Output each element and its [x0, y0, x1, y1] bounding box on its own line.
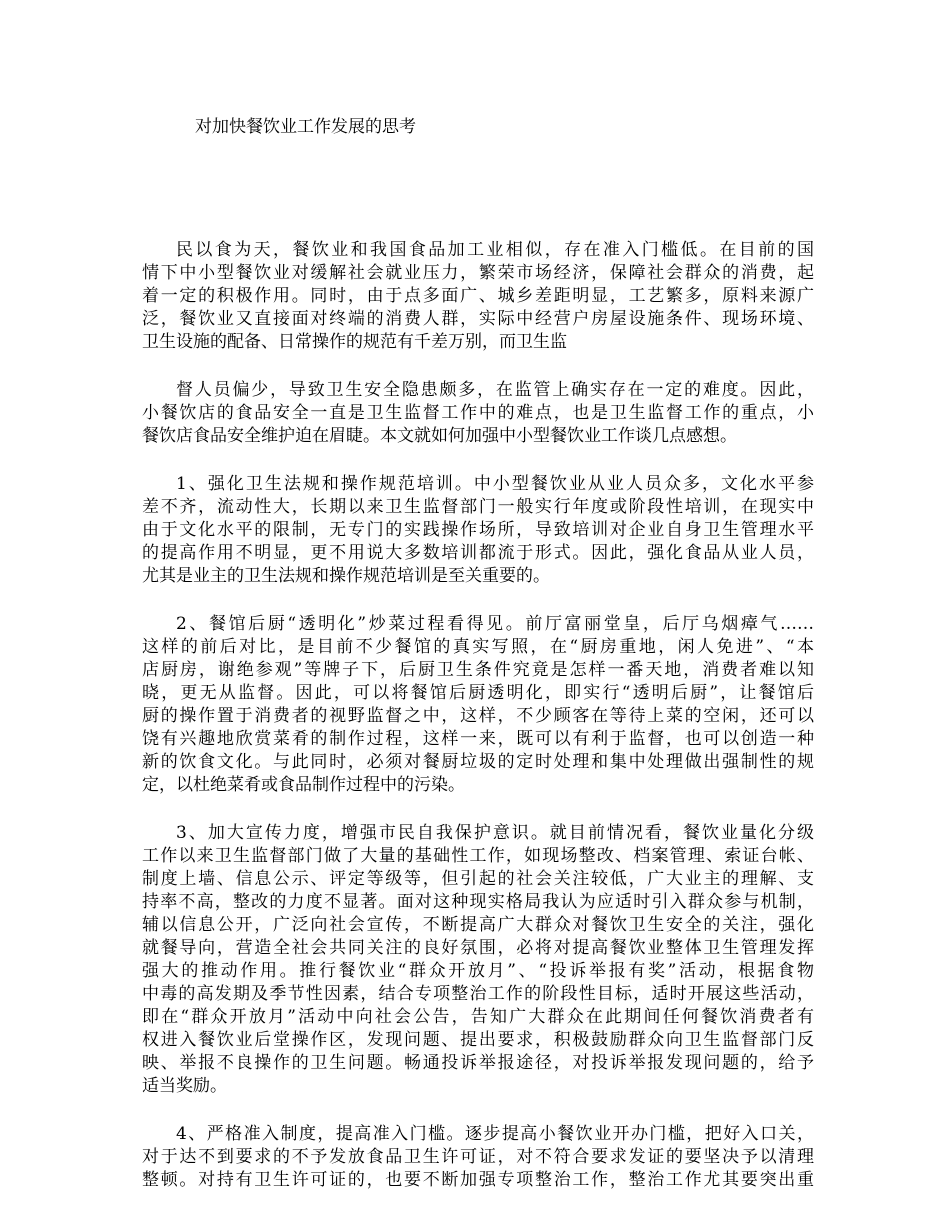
paragraph-line: 新的饮食文化。与此同时，必须对餐厨垃圾的定时处理和集中处理做出强制性的规 — [142, 752, 814, 772]
paragraph-line: 整顿。对持有卫生许可证的，也要不断加强专项整治工作，整治工作尤其要突出重 — [142, 1170, 814, 1190]
paragraph-line: 就餐导向，营造全社会共同关注的良好氛围，必将对提高餐饮业整体卫生管理发挥 — [142, 938, 814, 958]
paragraph — [142, 473, 814, 588]
paragraph-line: 督人员偏少，导致卫生安全隐患颇多，在监管上确实存在一定的难度。因此， — [176, 380, 814, 400]
paragraph-line: 持率不高，整改的力度不显著。面对这种现实格局我认为应适时引入群众参与机制， — [142, 892, 814, 912]
paragraph-line: 3、加大宣传力度，增强市民自我保护意识。就目前情况看，餐饮业量化分级 — [176, 823, 814, 843]
paragraph — [142, 613, 814, 797]
paragraph-line: 辅以信息公开，广泛向社会宣传，不断提高广大群众对餐饮卫生安全的关注，强化 — [142, 915, 814, 935]
paragraph-line: 卫生设施的配备、日常操作的规范有千差万别，而卫生监 — [142, 332, 567, 352]
document-title: 对加快餐饮业工作发展的思考 — [195, 117, 416, 137]
paragraph-line: 由于文化水平的限制，无专门的实践操作场所，导致培训对企业自身卫生管理水平 — [142, 520, 814, 540]
paragraph-line: 制度上墙、信息公示、评定等级等，但引起的社会关注较低，广大业主的理解、支 — [142, 869, 814, 889]
paragraph-line: 2、餐馆后厨“透明化”炒菜过程看得见。前厅富丽堂皇，后厅乌烟瘴气…… — [176, 614, 814, 634]
document-body — [142, 239, 814, 1217]
paragraph-line: 即在“群众开放月”活动中向社会公告，告知广大群众在此期间任何餐饮消费者有 — [142, 1007, 814, 1027]
paragraph — [142, 379, 814, 448]
paragraph-line: 差不齐，流动性大，长期以来卫生监督部门一般实行年度或阶段性培训，在现实中 — [142, 497, 814, 517]
paragraph-line: 晓，更无从监督。因此，可以将餐馆后厨透明化，即实行“透明后厨”，让餐馆后 — [142, 683, 814, 703]
paragraph-line: 饶有兴趣地欣赏菜肴的制作过程，这样一来，既可以有利于监督，也可以创造一种 — [142, 729, 814, 749]
paragraph-line: 4、严格准入制度，提高准入门槛。逐步提高小餐饮业开办门槛，把好入口关， — [176, 1124, 814, 1144]
paragraph — [142, 1123, 814, 1192]
paragraph-line: 餐饮店食品安全维护迫在眉睫。本文就如何加强中小型餐饮业工作谈几点感想。 — [142, 426, 737, 446]
paragraph-line: 小餐饮店的食品安全一直是卫生监督工作中的难点，也是卫生监督工作的重点，小 — [142, 403, 814, 423]
paragraph-line: 着一定的积极作用。同时，由于点多面广、城乡差距明显，工艺繁多，原料来源广 — [142, 286, 814, 306]
paragraph-line: 权进入餐饮业后堂操作区，发现问题、提出要求，积极鼓励群众向卫生监督部门反 — [142, 1030, 814, 1050]
paragraph-line: 店厨房，谢绝参观”等牌子下，后厨卫生条件究竟是怎样一番天地，消费者难以知 — [142, 660, 814, 680]
paragraph-line: 情下中小型餐饮业对缓解社会就业压力，繁荣市场经济，保障社会群众的消费，起 — [142, 263, 814, 283]
paragraph — [142, 822, 814, 1098]
paragraph-line: 工作以来卫生监督部门做了大量的基础性工作，如现场整改、档案管理、索证台帐、 — [142, 846, 814, 866]
paragraph-line: 的提高作用不明显，更不用说大多数培训都流于形式。因此，强化食品从业人员， — [142, 543, 814, 563]
paragraph-line: 定，以杜绝菜肴或食品制作过程中的污染。 — [142, 775, 465, 795]
paragraph-line: 1、强化卫生法规和操作规范培训。中小型餐饮业从业人员众多，文化水平参 — [176, 474, 814, 494]
paragraph-line: 民以食为天，餐饮业和我国食品加工业相似，存在准入门槛低。在目前的国 — [176, 240, 814, 260]
paragraph-line: 对于达不到要求的不予发放食品卫生许可证，对不符合要求发证的要坚决予以清理 — [142, 1147, 814, 1167]
paragraph-line: 中毒的高发期及季节性因素，结合专项整治工作的阶段性目标，适时开展这些活动， — [142, 984, 814, 1004]
paragraph-line: 这样的前后对比，是目前不少餐馆的真实写照，在“厨房重地，闲人免进”、“本 — [142, 637, 814, 657]
paragraph-line: 映、举报不良操作的卫生问题。畅通投诉举报途径，对投诉举报发现问题的，给予 — [142, 1053, 814, 1073]
paragraph-line: 泛，餐饮业又直接面对终端的消费人群，实际中经营户房屋设施条件、现场环境、 — [142, 309, 814, 329]
paragraph-line: 适当奖励。 — [142, 1076, 227, 1096]
paragraph-line: 强大的推动作用。推行餐饮业“群众开放月”、“投诉举报有奖”活动，根据食物 — [142, 961, 814, 981]
paragraph-line: 厨的操作置于消费者的视野监督之中，这样，不少顾客在等待上菜的空闲，还可以 — [142, 706, 814, 726]
paragraph-line: 尤其是业主的卫生法规和操作规范培训是至关重要的。 — [142, 566, 550, 586]
paragraph — [142, 239, 814, 354]
